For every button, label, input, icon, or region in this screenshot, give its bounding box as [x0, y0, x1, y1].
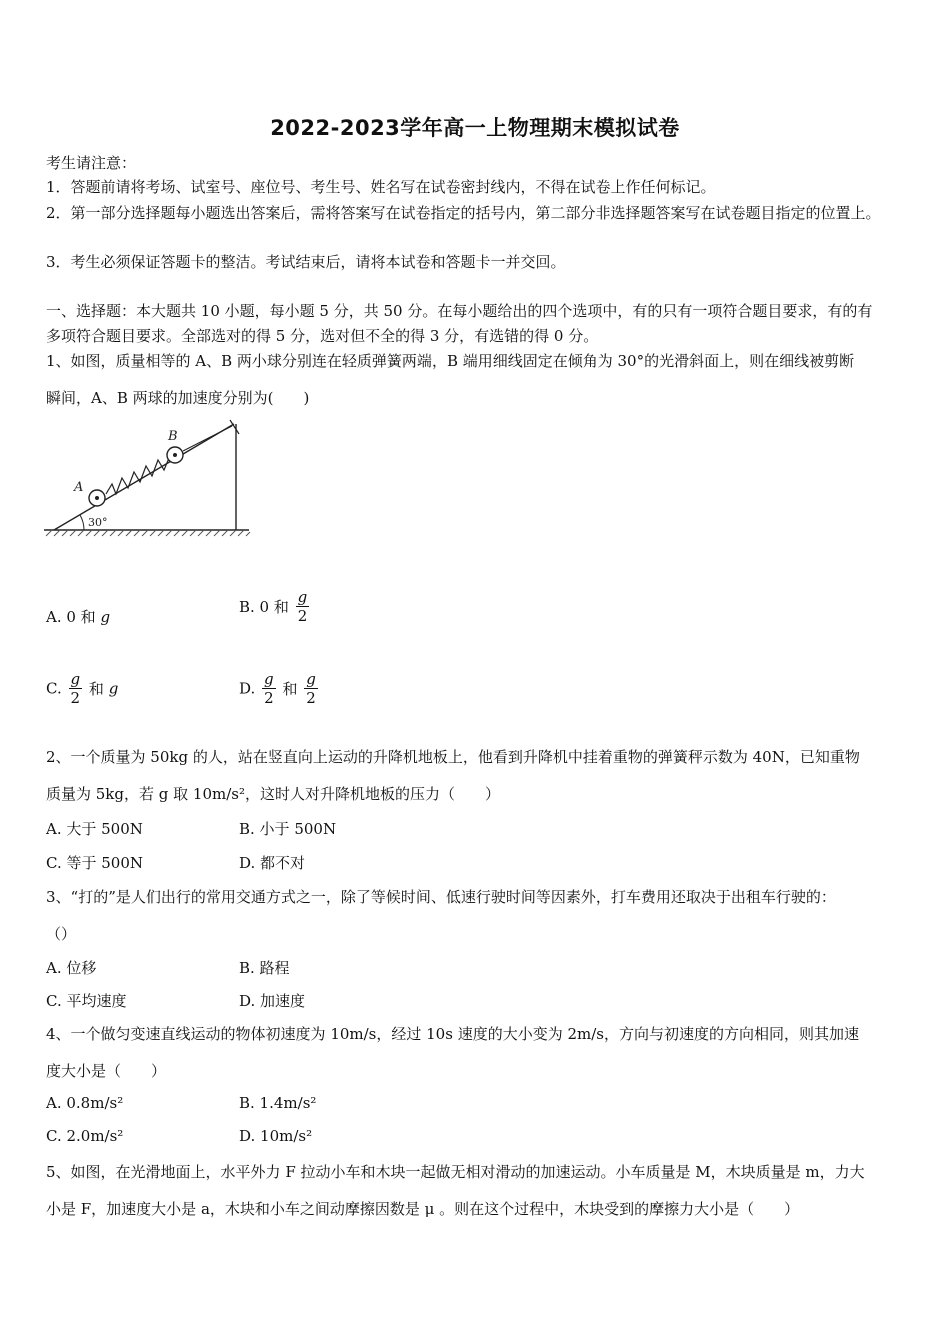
ground-hatch: [46, 530, 250, 536]
section-intro-line-2: 多项符合题目要求。全部选对的得 5 分，选对但不全的得 3 分，有选错的得 0 分。: [46, 327, 599, 345]
q4-option-b: B. 1.4m/s²: [239, 1094, 317, 1112]
thread: [183, 426, 232, 451]
fraction: $\frac{g}{2}$: [297, 588, 308, 625]
q4-line-2: 度大小是（ ）: [46, 1062, 167, 1080]
fraction: $\frac{g}{2}$: [264, 670, 274, 707]
angle-arc: [80, 515, 84, 530]
q1-line-1: 1、如图，质量相等的 A、B 两小球分别连在轻质弹簧两端，B 端用细线固定在倾角为 30°的光滑斜面上，则在细线被剪断: [46, 352, 855, 370]
section-intro-line-1: 一、选择题：本大题共 10 小题，每小题 5 分，共 50 分。在每小题给出的四个选项中，有的只有一项符合题目要求，有的有: [46, 302, 873, 320]
q1-option-a: A. 0 和 g: [46, 608, 111, 626]
q4-option-d: D. 10m/s²: [239, 1127, 313, 1145]
notice-item-3: 3．考生必须保证答题卡的整洁。考试结束后，请将本试卷和答题卡一并交回。: [46, 253, 566, 271]
angle-label: 30°: [88, 516, 108, 529]
notice-heading: 考生请注意：: [46, 154, 137, 172]
q3-option-a: A. 位移: [46, 959, 97, 977]
q1-option-b: B. 0 和 $\frac{g}{2}$: [239, 588, 308, 625]
q2-line-2: 质量为 5kg，若 g 取 10m/s²，这时人对升降机地板的压力（ ）: [46, 785, 500, 803]
q1-option-d: D. $\frac{g}{2}$ 和 $\frac{g}{2}$: [239, 670, 316, 707]
q2-option-c: C. 等于 500N: [46, 854, 144, 872]
fraction: $\frac{g}{2}$: [70, 670, 81, 707]
q3-option-c: C. 平均速度: [46, 992, 127, 1010]
incline-figure: [44, 418, 254, 542]
incline-surface: [54, 424, 234, 530]
q2-line-1: 2、一个质量为 50kg 的人，站在竖直向上运动的升降机地板上，他看到升降机中挂着重物的弹簧秤示数为 40N，已知重物: [46, 748, 860, 766]
page-title: 2022-2023学年高一上物理期末模拟试卷: [270, 116, 680, 140]
q4-option-a: A. 0.8m/s²: [46, 1094, 124, 1112]
q4-line-1: 4、一个做匀变速直线运动的物体初速度为 10m/s，经过 10s 速度的大小变为 2m/s，方向与初速度的方向相同，则其加速: [46, 1025, 859, 1043]
q3-line-1: 3、“打的”是人们出行的常用交通方式之一，除了等候时间、低速行驶时间等因素外，打车费用还取决于出租车行驶的：: [46, 888, 836, 906]
q1-line-2: 瞬间，A、B 两球的加速度分别为( ): [46, 389, 310, 407]
q3-option-b: B. 路程: [239, 959, 290, 977]
spring: [106, 458, 169, 494]
q4-option-c: C. 2.0m/s²: [46, 1127, 124, 1145]
notice-item-2: 2．第一部分选择题每小题选出答案后，需将答案写在试卷指定的括号内，第二部分非选择题答案写在试卷题目指定的位置上。: [46, 204, 881, 222]
q2-option-b: B. 小于 500N: [239, 820, 337, 838]
notice-item-1: 1．答题前请将考场、试室号、座位号、考生号、姓名写在试卷密封线内，不得在试卷上作任何标记。: [46, 178, 716, 196]
q2-option-a: A. 大于 500N: [46, 820, 143, 838]
q3-option-d: D. 加速度: [239, 992, 306, 1010]
ball-a-label: A: [74, 480, 84, 495]
fraction: $\frac{g}{2}$: [306, 670, 316, 707]
q1-option-c: C. $\frac{g}{2}$ 和 g: [46, 670, 119, 707]
incline-top-edge: [230, 420, 239, 434]
q2-option-d: D. 都不对: [239, 854, 306, 872]
q5-line-1: 5、如图，在光滑地面上，水平外力 F 拉动小车和木块一起做无相对滑动的加速运动。小车质量是 M，木块质量是 m，力大: [46, 1163, 865, 1181]
q5-line-2: 小是 F，加速度大小是 a，木块和小车之间动摩擦因数是 μ 。则在这个过程中，木块受到的摩擦力大小是（ ）: [46, 1200, 800, 1218]
ball-b-label: B: [168, 429, 178, 444]
q3-line-2: （）: [46, 925, 77, 943]
